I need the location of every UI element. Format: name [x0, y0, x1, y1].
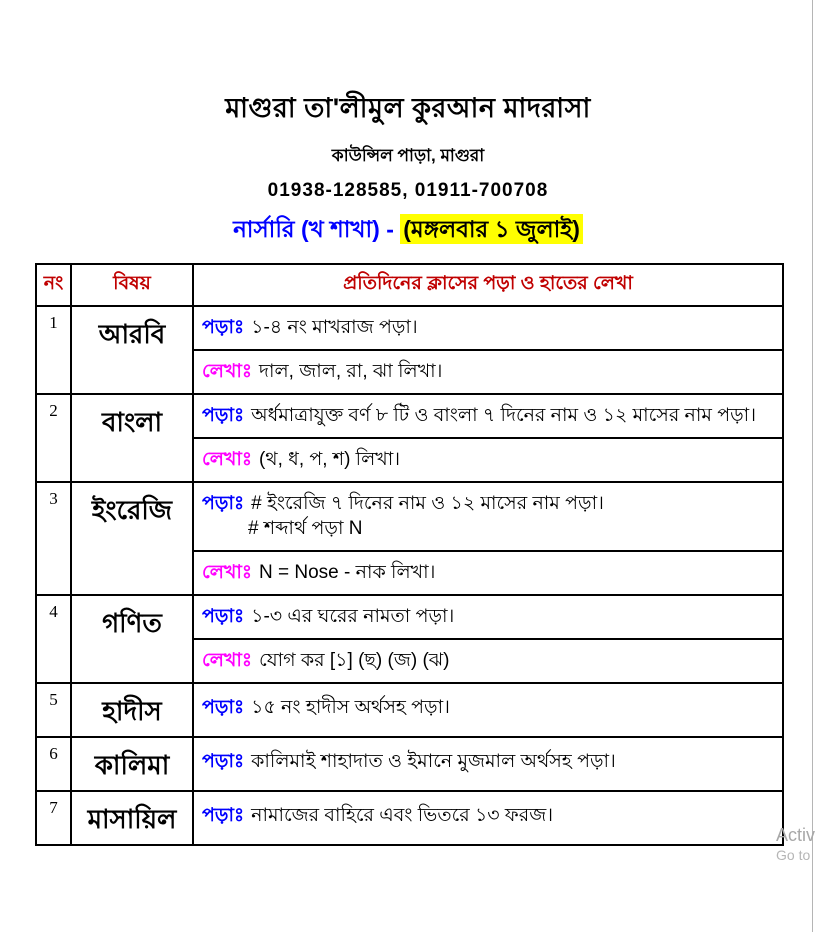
lesson-content-cell: [193, 394, 783, 482]
subject-cell: কালিমা: [71, 737, 193, 791]
table-row: [36, 595, 783, 683]
date-highlight: (মঙ্গলবার ১ জুলাই): [400, 214, 583, 244]
entry-text: কালিমাই শাহাদাত ও ইমানে মুজমাল অর্থসহ পড়া।: [251, 751, 616, 772]
table-row: [36, 683, 783, 737]
row-number-cell: 6: [36, 737, 71, 791]
entry-text: ১-৩ এর ঘরের নামতা পড়া।: [251, 606, 455, 627]
entry-text-continued: # শব্দার্থ পড়া N: [248, 518, 363, 539]
table-row: [36, 737, 783, 791]
entry-text: অর্ধমাত্রাযুক্ত বর্ণ ৮ টি ও বাংলা ৭ দিনের নাম ও ১২ মাসের নাম পড়া।: [251, 405, 756, 426]
lesson-entry: [194, 550, 782, 594]
subject-cell: ইংরেজি: [71, 482, 193, 595]
lesson-content-cell: [193, 482, 783, 595]
phone-numbers: 01938-128585, 01911-700708: [267, 180, 549, 201]
lesson-content-cell: [193, 595, 783, 683]
lesson-entry: [194, 349, 782, 393]
lesson-entry: [194, 638, 782, 682]
subject-cell: বাংলা: [71, 394, 193, 482]
entry-text: দাল, জাল, রা, ঝা লিখা।: [258, 361, 443, 382]
entry-label: পড়াঃ: [202, 805, 245, 826]
subject-cell: মাসায়িল: [71, 791, 193, 845]
school-address: কাউন্সিল পাড়া, মাগুরা: [331, 146, 485, 165]
watermark-line1: Activ: [776, 825, 816, 845]
school-name: মাগুরা তা'লীমুল কুরআন মাদরাসা: [225, 93, 591, 123]
entry-text: (থ, ধ, প, শ) লিখা।: [258, 449, 401, 470]
table-row: [36, 394, 783, 482]
lesson-entry: [194, 792, 782, 840]
entry-label: লেখাঃ: [202, 449, 252, 470]
lesson-content-cell: [193, 683, 783, 737]
row-number-cell: 5: [36, 683, 71, 737]
page-edge-line: [812, 0, 813, 932]
lesson-entry: [194, 437, 782, 481]
entry-label: লেখাঃ: [202, 361, 252, 382]
subject-cell: আরবি: [71, 306, 193, 394]
row-number-cell: 1: [36, 306, 71, 394]
column-header-subject: বিষয়: [71, 264, 193, 306]
entry-text: ১৫ নং হাদীস অর্থসহ পড়া।: [251, 697, 450, 718]
table-row: [36, 306, 783, 394]
column-header-no: নং: [36, 264, 71, 306]
row-number-cell: 2: [36, 394, 71, 482]
lesson-entry: [194, 395, 782, 437]
entry-label: পড়াঃ: [202, 317, 245, 338]
entry-label: পড়াঃ: [202, 751, 245, 772]
document-header: [0, 0, 816, 250]
table-row: [36, 791, 783, 845]
row-number-cell: 7: [36, 791, 71, 845]
lesson-content-cell: [193, 737, 783, 791]
lesson-entry: [194, 738, 782, 786]
row-number-cell: 4: [36, 595, 71, 683]
subject-cell: হাদীস: [71, 683, 193, 737]
row-number-cell: 3: [36, 482, 71, 595]
table-row: [36, 482, 783, 595]
subject-cell: গণিত: [71, 595, 193, 683]
entry-text: যোগ কর [১] (ছ) (জ) (ঝ): [258, 650, 450, 671]
entry-label: পড়াঃ: [202, 493, 245, 514]
entry-text: N = Nose - নাক লিখা।: [258, 562, 436, 583]
lesson-content-cell: [193, 791, 783, 845]
lesson-content-cell: [193, 306, 783, 394]
lesson-entry: [194, 596, 782, 638]
section-label: নার্সারি (খ শাখা): [233, 216, 380, 242]
separator-dash: -: [386, 216, 394, 242]
entry-label: পড়াঃ: [202, 697, 245, 718]
entry-text: # ইংরেজি ৭ দিনের নাম ও ১২ মাসের নাম পড়া।: [251, 493, 604, 514]
entry-label: লেখাঃ: [202, 562, 252, 583]
entry-label: লেখাঃ: [202, 650, 252, 671]
entry-label: পড়াঃ: [202, 405, 245, 426]
entry-text: নামাজের বাহিরে এবং ভিতরে ১৩ ফরজ।: [251, 805, 554, 826]
watermark-line2: Go to: [776, 847, 811, 863]
class-date-line: [0, 211, 816, 250]
lesson-table: [35, 263, 784, 846]
column-header-lessons: প্রতিদিনের ক্লাসের পড়া ও হাতের লেখা: [193, 264, 783, 306]
lesson-entry: [194, 307, 782, 349]
table-header-row: [36, 264, 783, 306]
lesson-entry: [194, 483, 782, 550]
entry-text: ১-৪ নং মাখরাজ পড়া।: [251, 317, 418, 338]
lesson-entry: [194, 684, 782, 732]
entry-label: পড়াঃ: [202, 606, 245, 627]
